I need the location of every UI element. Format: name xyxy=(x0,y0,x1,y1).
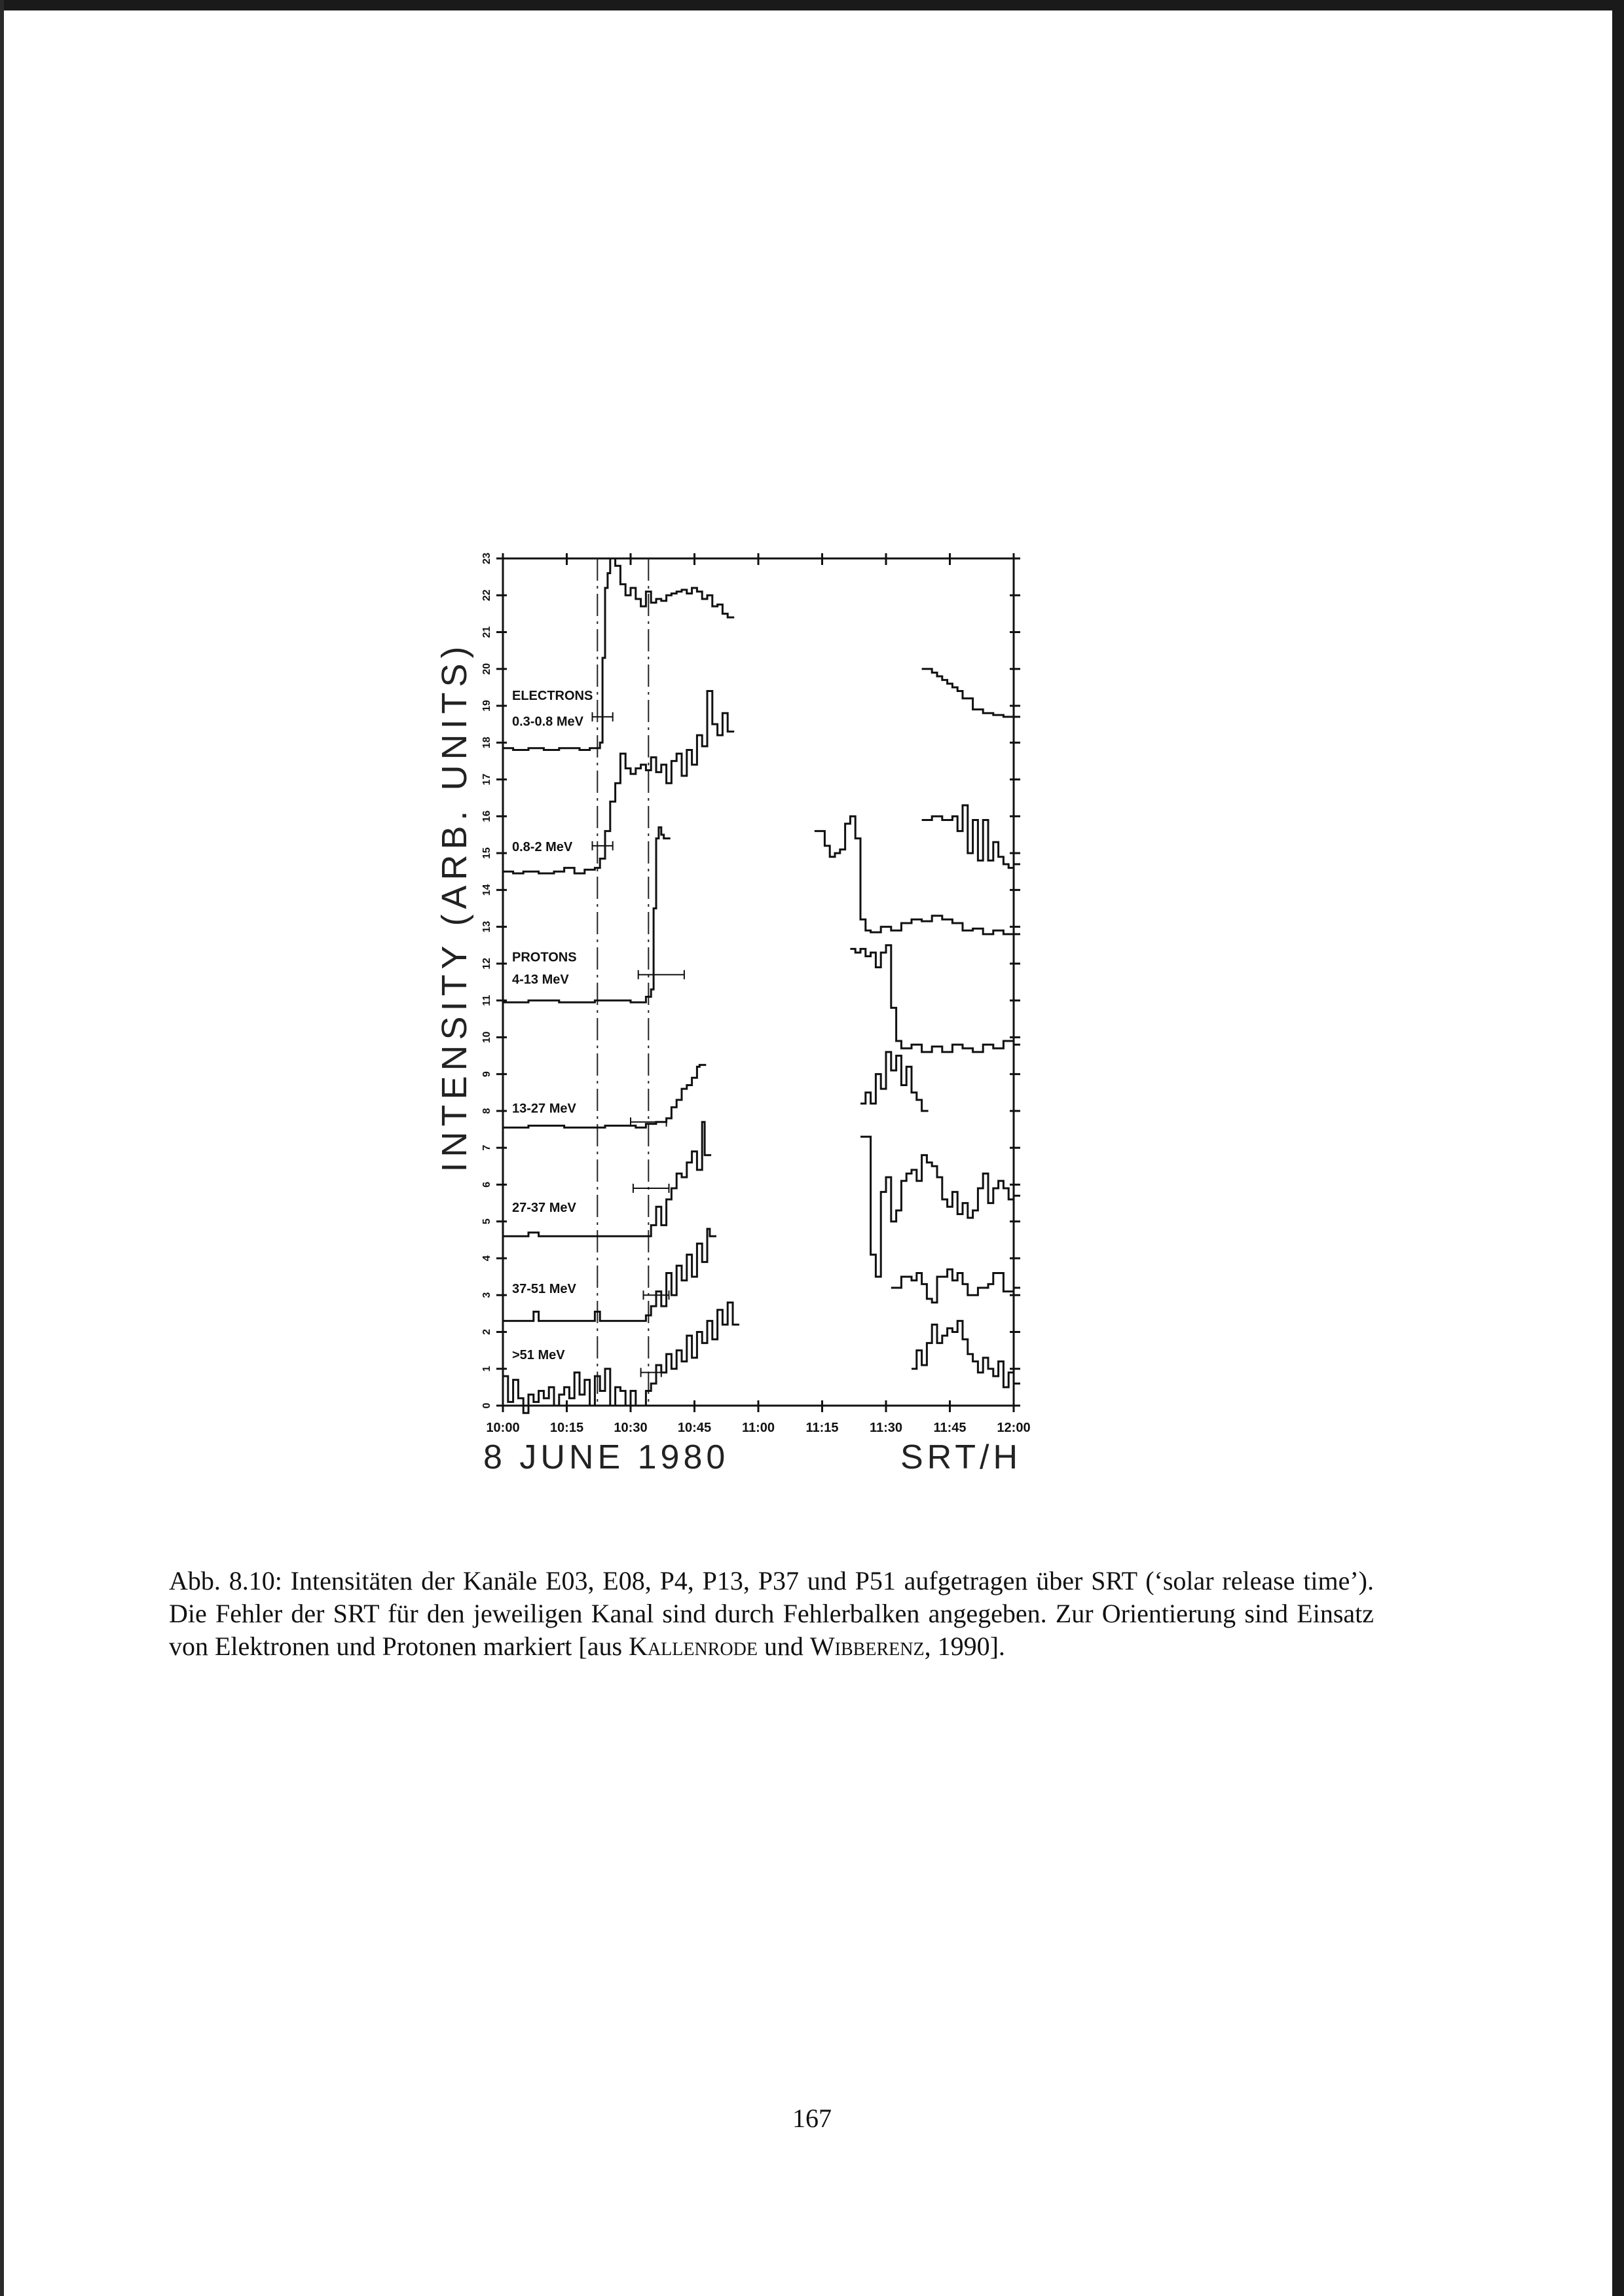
y-tick-label: 8 xyxy=(481,1108,492,1114)
x-tick-label: 10:30 xyxy=(614,1421,648,1435)
y-tick-label: 11 xyxy=(481,994,492,1006)
channel-labels xyxy=(512,689,593,1362)
series-label: 27-37 MeV xyxy=(512,1201,576,1216)
right-series-line xyxy=(922,805,1020,868)
y-tick-label: 3 xyxy=(481,1292,492,1298)
y-tick-label: 14 xyxy=(481,884,492,896)
group-label: PROTONS xyxy=(512,950,577,965)
right-series-line xyxy=(891,1269,1020,1303)
caption-author-2: Wibberenz xyxy=(809,1631,925,1661)
caption-text: Abb. 8.10: Intensitäten der Kanäle E03, E08, P4, P13, P37 und P51 aufgetragen über SRT (‘solar release time’). Die Fehler der SRT für den jeweiligen Kanal sind durch Fehlerbalken angegeben. Zur Orientierung sind Einsatz von Elektronen und Protonen markiert [aus xyxy=(169,1566,1374,1661)
right-series-line xyxy=(860,1052,929,1111)
x-axis-label: SRT/H xyxy=(900,1438,1022,1476)
y-tick-label: 6 xyxy=(481,1181,492,1188)
y-tick-label: 1 xyxy=(481,1366,492,1372)
right-segments-group xyxy=(815,669,1020,1387)
series-line xyxy=(503,1229,716,1321)
y-tick-label: 9 xyxy=(481,1071,492,1078)
y-tick-label: 5 xyxy=(481,1218,492,1225)
group-label: ELECTRONS xyxy=(512,689,593,704)
y-tick-label: 10 xyxy=(481,1031,492,1044)
right-series-line xyxy=(815,816,1020,934)
x-tick-label: 11:30 xyxy=(869,1421,903,1435)
figure-caption xyxy=(169,1565,1374,1663)
right-series-line xyxy=(922,669,1020,717)
y-tick-label: 20 xyxy=(481,663,492,675)
series-label: 0.3-0.8 MeV xyxy=(512,714,583,729)
caption-tail: , 1990]. xyxy=(924,1631,1005,1661)
y-tick-label: 23 xyxy=(481,553,492,564)
x-tick-label: 12:00 xyxy=(997,1421,1031,1435)
y-tick-label: 22 xyxy=(481,589,492,602)
x-tick-label: 11:00 xyxy=(741,1421,775,1435)
y-tick-label: 7 xyxy=(481,1144,492,1151)
right-series-line xyxy=(860,1137,1020,1277)
y-tick-label: 12 xyxy=(481,957,492,970)
right-series-line xyxy=(850,945,1020,1052)
series-label: 0.8-2 MeV xyxy=(512,839,573,854)
series-label: 13-27 MeV xyxy=(512,1101,576,1116)
y-tick-label: 15 xyxy=(481,847,492,859)
x-tick-label: 11:45 xyxy=(933,1421,967,1435)
x-axis-ticks xyxy=(486,553,1030,1435)
y-tick-label: 13 xyxy=(481,920,492,933)
y-tick-label: 4 xyxy=(481,1255,492,1262)
right-series-line xyxy=(912,1321,1020,1387)
page-number: 167 xyxy=(792,2104,832,2133)
x-tick-label: 10:15 xyxy=(549,1421,584,1435)
x-tick-label: 10:45 xyxy=(677,1421,712,1435)
series-label: 4-13 MeV xyxy=(512,972,569,987)
y-tick-label: 0 xyxy=(481,1402,492,1409)
series-line xyxy=(503,1122,711,1236)
date-label: 8 JUNE 1980 xyxy=(483,1438,729,1476)
caption-author-1: Kallenrode xyxy=(629,1631,758,1661)
y-tick-label: 21 xyxy=(481,626,492,638)
onset-markers xyxy=(597,558,648,1406)
y-tick-label: 16 xyxy=(481,810,492,822)
series-label: 37-51 MeV xyxy=(512,1281,576,1296)
x-tick-label: 11:15 xyxy=(805,1421,839,1435)
y-axis-label: INTENSITY (ARB. UNITS) xyxy=(435,641,474,1173)
series-label: >51 MeV xyxy=(512,1348,565,1363)
series-line xyxy=(503,1065,706,1128)
y-tick-label: 18 xyxy=(481,737,492,749)
y-tick-label: 17 xyxy=(481,773,492,786)
y-tick-label: 2 xyxy=(481,1329,492,1335)
y-tick-label: 19 xyxy=(481,700,492,712)
x-tick-label: 10:00 xyxy=(486,1421,520,1435)
caption-conjunction: und xyxy=(757,1631,810,1661)
